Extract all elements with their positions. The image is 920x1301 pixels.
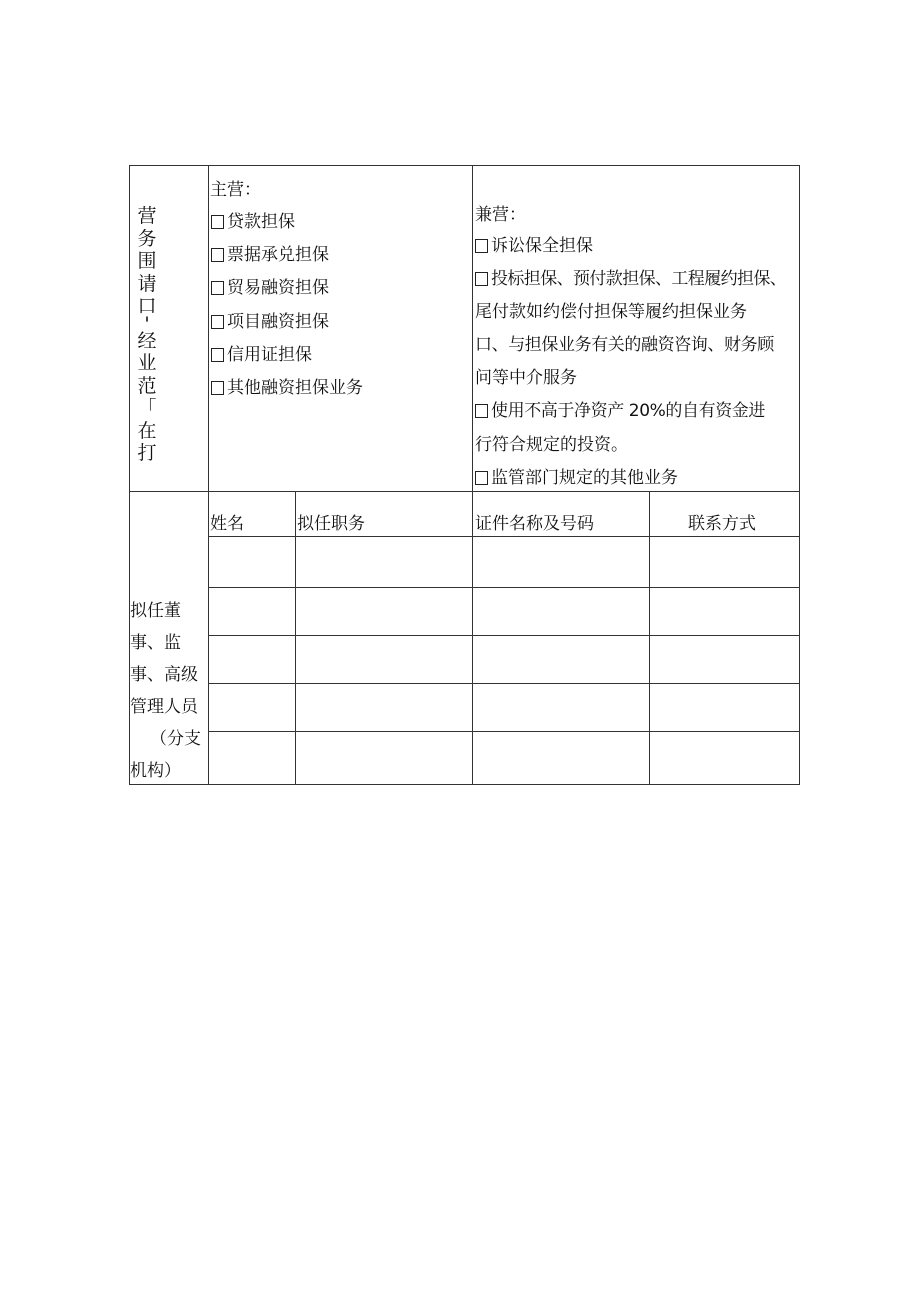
secondary-option-investment[interactable] (475, 401, 765, 421)
checkbox-icon[interactable] (211, 315, 224, 329)
header-id: 证件名称及号码 (475, 514, 594, 534)
name-cell[interactable] (209, 732, 295, 784)
label-char: 口 (137, 295, 157, 317)
checkbox-icon[interactable] (211, 381, 224, 395)
table-row (209, 588, 799, 635)
contact-cell[interactable] (650, 732, 799, 784)
table-right-border (799, 165, 800, 785)
option-label: 使用不高于净资产 20%的自有资金进 (491, 401, 765, 421)
personnel-label-line: 管理人员 (130, 697, 198, 717)
option-label: 信用证担保 (227, 345, 312, 365)
id-cell[interactable] (473, 537, 649, 587)
secondary-business-heading: 兼营： (475, 205, 526, 225)
table-row (209, 537, 799, 587)
position-cell[interactable] (296, 537, 472, 587)
header-name: 姓名 (210, 514, 244, 534)
label-char: 围 (137, 250, 157, 272)
id-cell[interactable] (473, 684, 649, 731)
label-char: 范 (137, 374, 157, 397)
position-cell[interactable] (296, 732, 472, 784)
header-contact: 联系方式 (688, 514, 756, 534)
checkbox-icon[interactable] (211, 281, 224, 295)
checkbox-icon[interactable] (211, 248, 224, 262)
name-cell[interactable] (209, 537, 295, 587)
id-cell[interactable] (473, 636, 649, 683)
option-label-continued: 行符合规定的投资。 (475, 435, 628, 455)
main-option-letter-of-credit[interactable] (211, 345, 312, 365)
label-char: 经 (137, 329, 157, 352)
position-cell[interactable] (296, 636, 472, 683)
main-option-project-finance[interactable] (211, 312, 329, 332)
main-option-other-finance[interactable] (211, 378, 363, 398)
position-cell[interactable] (296, 588, 472, 635)
position-cell[interactable] (296, 684, 472, 731)
label-char: 请 (137, 272, 157, 295)
table-row (209, 684, 799, 731)
checkbox-icon[interactable] (211, 215, 224, 229)
table-left-border (129, 165, 130, 785)
option-label: 贸易融资担保 (227, 278, 329, 298)
name-cell[interactable] (209, 684, 295, 731)
main-option-loan-guarantee[interactable] (211, 212, 295, 232)
label-char: 打 (137, 442, 157, 464)
option-label-continued: 问等中介服务 (475, 368, 577, 388)
business-scope-label (134, 205, 160, 465)
label-char: 务 (137, 227, 157, 250)
label-char: 在 (137, 419, 157, 442)
main-option-trade-finance[interactable] (211, 278, 329, 298)
scope-middle-border (472, 165, 473, 492)
secondary-option-consulting[interactable]: 口、与担保业务有关的融资咨询、财务顾 (475, 335, 774, 355)
option-label: 监管部门规定的其他业务 (491, 468, 678, 488)
checkbox-icon[interactable] (475, 239, 488, 253)
option-label: 项目融资担保 (227, 312, 329, 332)
option-label: 贷款担保 (227, 212, 295, 232)
id-cell[interactable] (473, 732, 649, 784)
contact-cell[interactable] (650, 588, 799, 635)
option-label: 票据承兑担保 (227, 245, 329, 265)
personnel-label-line: 机构） (130, 761, 181, 781)
checkbox-icon[interactable] (475, 471, 488, 485)
table-row (209, 636, 799, 683)
contact-cell[interactable] (650, 684, 799, 731)
option-label-continued: 尾付款如约偿付担保等履约担保业务 (475, 302, 747, 322)
name-cell[interactable] (209, 636, 295, 683)
personnel-label-line: 事、高级 (130, 665, 198, 685)
option-label: 诉讼保全担保 (491, 236, 593, 256)
id-cell[interactable] (473, 588, 649, 635)
secondary-option-performance[interactable] (475, 269, 786, 289)
label-char: 「 (137, 397, 157, 419)
personnel-label-line: （分支 (150, 729, 201, 749)
table-top-border (129, 165, 800, 166)
personnel-label-line: 拟任董 (130, 601, 181, 621)
checkbox-icon[interactable] (211, 348, 224, 362)
checkbox-icon[interactable] (475, 404, 488, 418)
secondary-option-other[interactable] (475, 468, 678, 488)
label-char: ' (144, 312, 150, 335)
table-bottom-border (129, 784, 800, 785)
main-option-bill-acceptance[interactable] (211, 245, 329, 265)
label-char: 业 (137, 352, 157, 374)
section-divider (129, 491, 800, 492)
option-label: 投标担保、预付款担保、工程履约担保、 (491, 269, 787, 289)
contact-cell[interactable] (650, 537, 799, 587)
option-label: 其他融资担保业务 (227, 378, 363, 398)
secondary-option-litigation[interactable] (475, 236, 593, 256)
name-cell[interactable] (209, 588, 295, 635)
main-business-heading: 主营： (210, 180, 261, 200)
checkbox-icon[interactable] (475, 272, 488, 286)
header-position: 拟任职务 (297, 514, 365, 534)
contact-cell[interactable] (650, 636, 799, 683)
label-char: 营 (137, 205, 157, 227)
table-row (209, 732, 799, 784)
personnel-label-line: 事、监 (130, 633, 181, 653)
